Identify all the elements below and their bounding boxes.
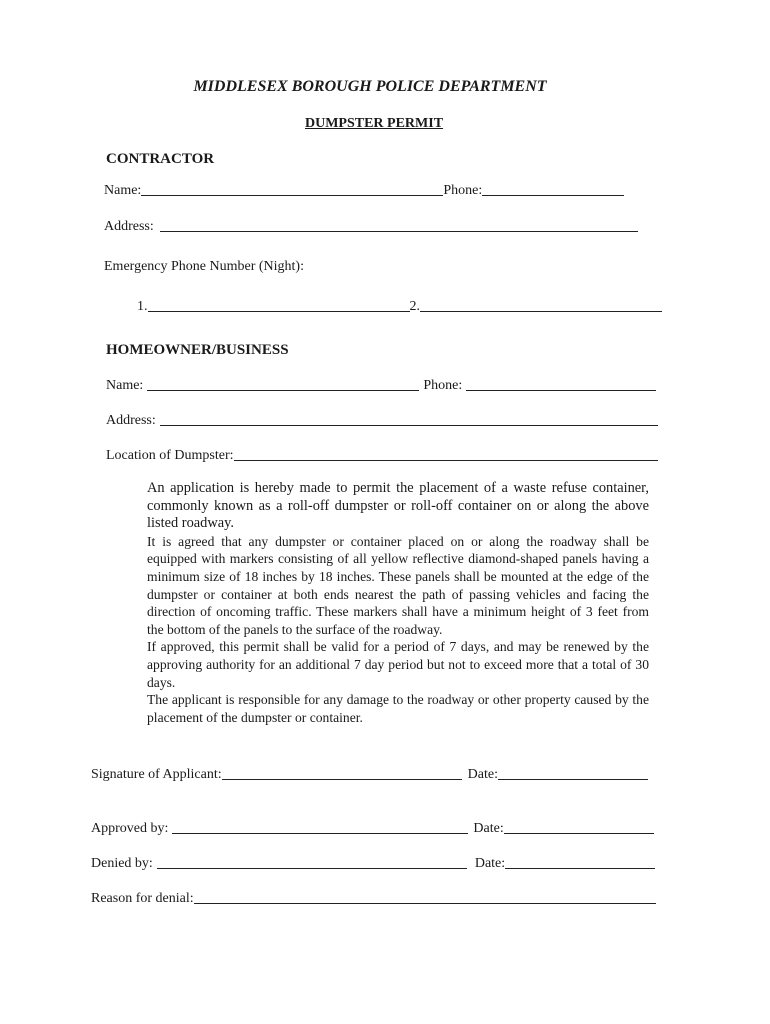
homeowner-address-label: Address:: [106, 413, 156, 428]
emergency-phone-1-field[interactable]: [148, 311, 410, 312]
approved-field[interactable]: [172, 833, 468, 834]
signature-label: Signature of Applicant:: [91, 767, 222, 782]
terms-paragraph: An application is hereby made to permit the placement of a waste refuse container, commonly known as a roll-off dumpster or roll-off container on or along the above listed roadway.: [147, 480, 649, 532]
dumpster-location-label: Location of Dumpster:: [106, 448, 234, 463]
denied-field[interactable]: [157, 868, 467, 869]
contractor-address-label: Address:: [104, 219, 154, 234]
homeowner-name-field[interactable]: [147, 390, 419, 391]
denial-reason-label: Reason for denial:: [91, 891, 194, 906]
denied-date-label: Date:: [474, 856, 506, 871]
homeowner-heading: HOMEOWNER/BUSINESS: [106, 342, 289, 358]
signature-row: [91, 767, 666, 783]
terms-paragraph: If approved, this permit shall be valid for a period of 7 days, and may be renewed by the approving authority for an additional 7 day period but not to exceed more that a total of 30 days.: [147, 639, 649, 690]
contractor-name-label: Name:: [104, 183, 142, 198]
form-subtitle: DUMPSTER PERMIT: [304, 116, 444, 131]
emergency-phone-2-label: 2.: [409, 299, 420, 314]
dumpster-location-field[interactable]: [234, 460, 658, 461]
emergency-phone-2-field[interactable]: [420, 311, 662, 312]
terms-paragraph: The applicant is responsible for any damage to the roadway or other property caused by the placement of the dumpster or container.: [147, 692, 649, 725]
emergency-phone-label: Emergency Phone Number (Night):: [104, 259, 304, 274]
homeowner-name-label: Name:: [106, 378, 144, 393]
contractor-heading: CONTRACTOR: [106, 151, 215, 167]
homeowner-name-row: [106, 378, 666, 394]
page-title: MIDDLESEX BOROUGH POLICE DEPARTMENT: [193, 78, 547, 95]
approved-label: Approved by:: [91, 821, 169, 836]
approved-row: [91, 821, 666, 837]
signature-date-field[interactable]: [498, 779, 648, 780]
denied-label: Denied by:: [91, 856, 153, 871]
denial-reason-row: [91, 891, 666, 907]
homeowner-phone-field[interactable]: [466, 390, 656, 391]
emergency-phone-row: [137, 299, 667, 315]
signature-field[interactable]: [222, 779, 462, 780]
homeowner-address-row: [106, 413, 666, 429]
permit-terms: [147, 480, 649, 726]
signature-date-label: Date:: [467, 767, 498, 782]
contractor-phone-label: Phone:: [443, 183, 483, 198]
dumpster-location-row: [106, 448, 671, 464]
denied-row: [91, 856, 666, 872]
denial-reason-field[interactable]: [194, 903, 656, 904]
contractor-name-field[interactable]: [141, 195, 443, 196]
homeowner-phone-label: Phone:: [423, 378, 463, 393]
approved-date-field[interactable]: [504, 833, 654, 834]
denied-date-field[interactable]: [505, 868, 655, 869]
homeowner-address-field[interactable]: [160, 425, 658, 426]
approved-date-label: Date:: [473, 821, 504, 836]
emergency-phone-1-label: 1.: [137, 299, 148, 314]
contractor-address-field[interactable]: [160, 231, 638, 232]
terms-paragraph: It is agreed that any dumpster or container placed on or along the roadway shall be equipped with markers consisting of all yellow reflective diamond-shaped panels having a minimum size of 18 inches by 18 inches. These panels shall be mounted at the edge of the dumpster or container at both ends nearest the path of passing vehicles and facing the direction of oncoming traffic. These markers shall have a minimum height of 3 feet from the bottom of the panels to the surface of the roadway.: [147, 533, 649, 637]
contractor-phone-field[interactable]: [482, 195, 624, 196]
contractor-name-row: [104, 183, 644, 199]
contractor-address-row: [104, 219, 644, 235]
